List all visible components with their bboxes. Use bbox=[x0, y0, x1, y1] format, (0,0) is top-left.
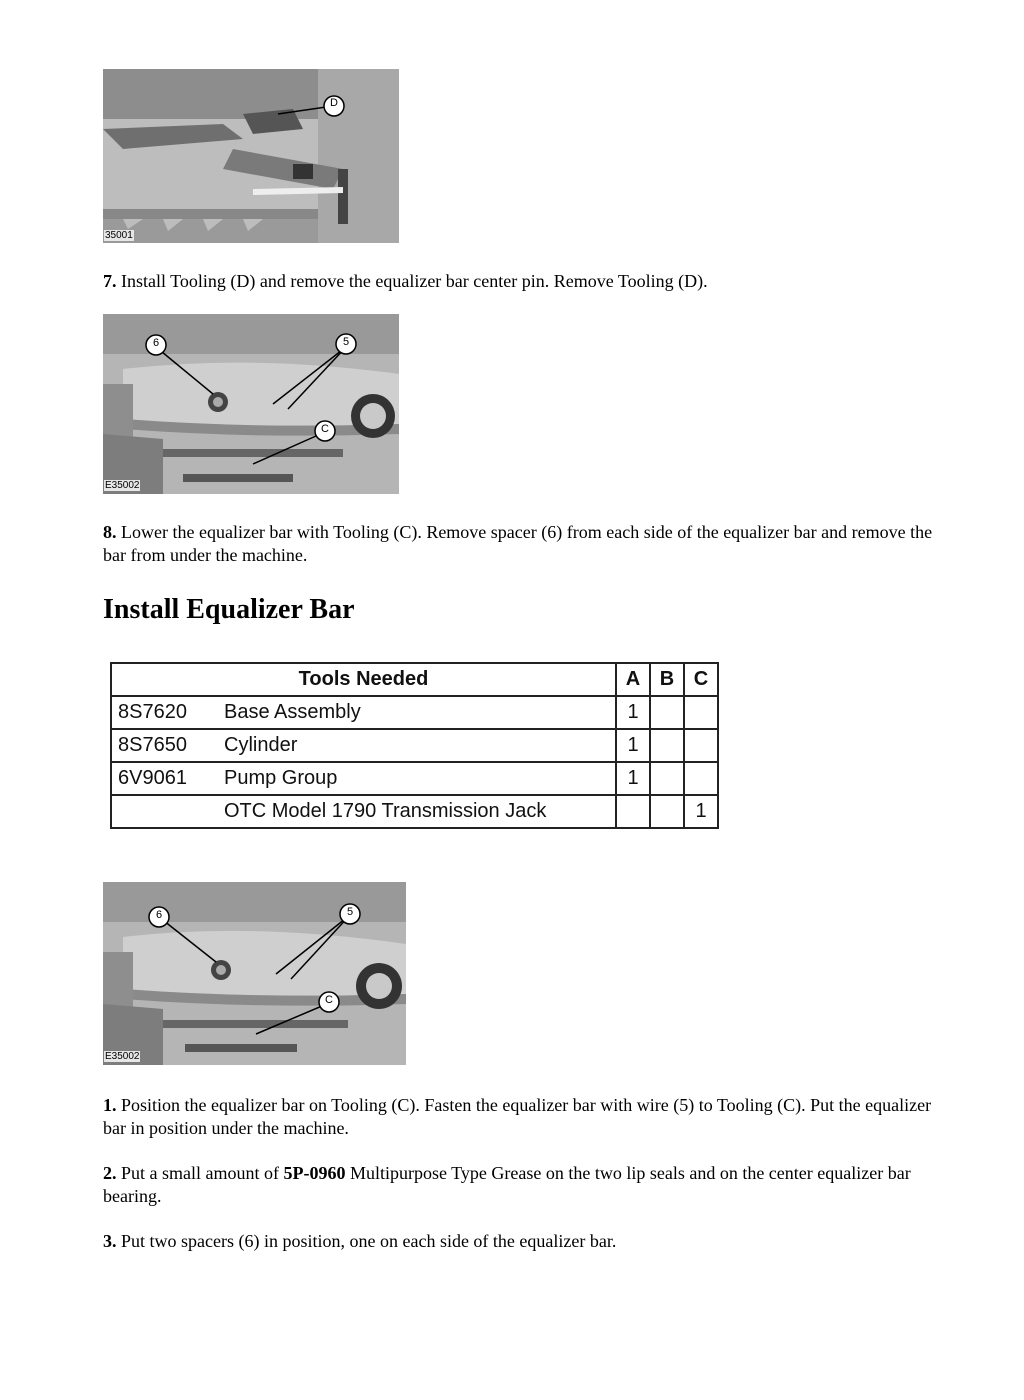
part-number: 6V9061 bbox=[111, 762, 218, 795]
qty-a: 1 bbox=[616, 696, 650, 729]
photo-tooling-d bbox=[103, 69, 399, 243]
qty-c: 1 bbox=[684, 795, 718, 828]
step-number: 7. bbox=[103, 271, 117, 291]
step-text: Put a small amount of bbox=[116, 1163, 284, 1183]
callout-label: 5 bbox=[342, 336, 350, 348]
tools-table bbox=[110, 662, 719, 829]
table-row bbox=[111, 795, 718, 828]
step-text: Install Tooling (D) and remove the equalizer bar center pin. Remove Tooling (D). bbox=[116, 271, 708, 291]
qty-b bbox=[650, 762, 684, 795]
part-number bbox=[111, 795, 218, 828]
callout-label: C bbox=[321, 423, 329, 435]
step-text: Lower the equalizer bar with Tooling (C). Remove spacer (6) from each side of the equalizer bar and remove the bar from under the machine. bbox=[103, 522, 933, 565]
step-text: Put two spacers (6) in position, one on each side of the equalizer bar. bbox=[116, 1231, 617, 1251]
photo-equalizer-bar-removal bbox=[103, 314, 399, 494]
callout-label: 6 bbox=[152, 337, 160, 349]
step-number: 8. bbox=[103, 522, 117, 542]
part-description: Cylinder bbox=[218, 729, 616, 762]
qty-c bbox=[684, 729, 718, 762]
col-b-header: B bbox=[650, 663, 684, 696]
photo-equalizer-bar-install bbox=[103, 882, 406, 1065]
step-8 bbox=[103, 521, 933, 567]
tools-needed-header: Tools Needed bbox=[111, 663, 616, 696]
qty-b bbox=[650, 729, 684, 762]
qty-b bbox=[650, 696, 684, 729]
qty-c bbox=[684, 696, 718, 729]
install-step-3 bbox=[103, 1230, 933, 1253]
callout-label: 5 bbox=[346, 906, 354, 918]
callout-label: 6 bbox=[155, 909, 163, 921]
callout-label: D bbox=[330, 97, 338, 109]
step-number: 3. bbox=[103, 1231, 117, 1251]
install-step-1 bbox=[103, 1094, 933, 1140]
part-description: Pump Group bbox=[218, 762, 616, 795]
grease-part-number: 5P-0960 bbox=[283, 1163, 346, 1183]
part-number: 8S7620 bbox=[111, 696, 218, 729]
install-step-2 bbox=[103, 1162, 933, 1208]
part-description: OTC Model 1790 Transmission Jack bbox=[218, 795, 616, 828]
table-row bbox=[111, 762, 718, 795]
figure-code: E35002 bbox=[105, 480, 140, 491]
qty-a bbox=[616, 795, 650, 828]
part-description: Base Assembly bbox=[218, 696, 616, 729]
step-number: 1. bbox=[103, 1095, 117, 1115]
figure-code: 35001 bbox=[105, 230, 133, 241]
qty-b bbox=[650, 795, 684, 828]
col-a-header: A bbox=[616, 663, 650, 696]
step-text: Multipurpose Type Grease on the two lip seals and on the center equalizer bar bearing. bbox=[103, 1163, 911, 1206]
qty-c bbox=[684, 762, 718, 795]
col-c-header: C bbox=[684, 663, 718, 696]
table-row bbox=[111, 729, 718, 762]
figure-code: E35002 bbox=[105, 1051, 140, 1062]
table-row bbox=[111, 696, 718, 729]
callout-label: C bbox=[325, 994, 333, 1006]
qty-a: 1 bbox=[616, 729, 650, 762]
step-7 bbox=[103, 270, 933, 293]
section-title: Install Equalizer Bar bbox=[103, 594, 355, 625]
qty-a: 1 bbox=[616, 762, 650, 795]
table-header-row bbox=[111, 663, 718, 696]
part-number: 8S7650 bbox=[111, 729, 218, 762]
step-text: Position the equalizer bar on Tooling (C). Fasten the equalizer bar with wire (5) to Tooling (C). Put the equalizer bar in position under the machine. bbox=[103, 1095, 932, 1138]
step-number: 2. bbox=[103, 1163, 117, 1183]
